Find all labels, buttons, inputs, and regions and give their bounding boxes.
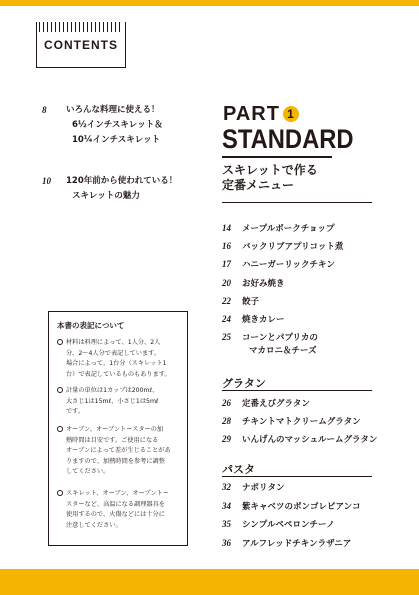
section-title-pasta: パスタ <box>222 463 255 476</box>
toc-page-number: 8 <box>42 105 47 115</box>
toc-title: いろんな料理に使える！ 6½インチスキレット＆ 10¼インチスキレット <box>66 105 163 145</box>
circle-bullet-icon <box>57 426 63 432</box>
recipe-item[interactable]: 32 ナポリタン <box>222 482 285 493</box>
part-title: STANDARD <box>222 124 354 154</box>
recipe-item[interactable]: 35 シンプルペペロンチーノ <box>222 519 335 530</box>
note-item: 計量の単位は1カップは200mℓ、 大さじ1は15mℓ、小さじ1は5mℓ です。 <box>57 386 181 418</box>
recipe-item[interactable]: 16 バックリブアプリコット煮 <box>222 241 344 252</box>
recipe-item[interactable]: 25 コーンとパプリカの <box>222 332 318 343</box>
circle-bullet-icon <box>57 490 63 496</box>
recipe-item[interactable]: 26 定番えびグラタン <box>222 398 310 409</box>
notes-title: 本書の表記について <box>57 321 125 330</box>
contents-tag <box>36 22 126 68</box>
recipe-item[interactable]: 14 メープルポークチョップ <box>222 223 335 234</box>
toc-title: 120年前から使われている！ スキレットの魅力 <box>66 176 178 201</box>
notes-box <box>48 311 188 546</box>
part-subtitle: スキレットで作る 定番メニュー <box>222 163 318 192</box>
recipe-item[interactable]: 20 お好み焼き <box>222 278 285 289</box>
recipe-item[interactable]: 34 紫キャベツのボンゴレビアンコ <box>222 501 361 512</box>
toc-page-number: 10 <box>42 176 51 186</box>
recipe-item[interactable]: 28 チキントマトクリームグラタン <box>222 416 361 427</box>
recipe-item[interactable]: 36 アルフレッドチキンラザニア <box>222 538 352 549</box>
circle-bullet-icon <box>57 339 63 345</box>
title-rule <box>222 156 332 158</box>
recipe-item[interactable]: 29 いんげんのマッシュルームグラタン <box>222 434 378 445</box>
subtitle-rule <box>222 202 372 203</box>
section-title-gratin: グラタン <box>222 377 266 390</box>
circle-bullet-icon <box>57 387 63 393</box>
recipe-item-line2: マカロニ＆チーズ <box>249 346 317 356</box>
section-rule <box>222 476 372 477</box>
skillet-number-icon: 1 <box>283 106 299 122</box>
note-item: 材料は料理によって、1人分、2人 分、2～4人分で表記しています。 場合によって、1台分（スキレット1 台）で表記しているものもあります。 <box>57 338 181 380</box>
top-accent-bar <box>0 0 419 6</box>
recipe-item[interactable]: 24 焼きカレー <box>222 314 285 325</box>
bottom-accent-bar <box>0 569 419 595</box>
tag-fringe <box>39 22 123 32</box>
contents-label: CONTENTS <box>44 38 118 52</box>
recipe-item[interactable]: 22 餃子 <box>222 296 260 307</box>
recipe-item[interactable]: 17 ハニーガーリックチキン <box>222 259 335 270</box>
section-rule <box>222 390 372 391</box>
note-item: スキレット、オーブン、オーブントー スターなど、高温になる調理器具を 使用するので、火傷などには十分に 注意してください。 <box>57 489 181 531</box>
note-item: オーブン、オーブントースターの加 熱時間は目安です。ご使用になる オーブンによって差が生じることがあ りますので、加熱時間を参考に調整 してください。 <box>57 425 181 478</box>
part-label: PART 1 <box>223 103 299 126</box>
